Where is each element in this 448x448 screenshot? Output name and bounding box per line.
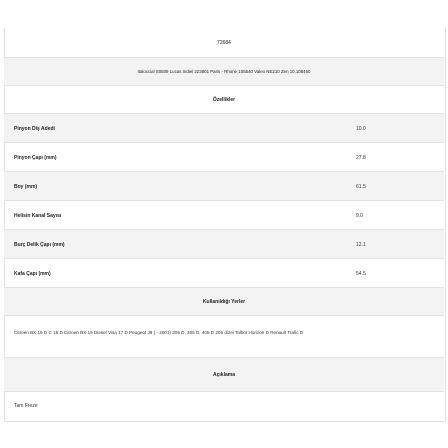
spec-label: Pinyon Çapı (mm) xyxy=(14,155,57,161)
specs-header: Özellikler xyxy=(212,97,236,103)
spec-label: Helisin Kanal Sayısı xyxy=(14,213,62,219)
spec-row xyxy=(4,230,444,259)
spec-value: 9.0 xyxy=(356,213,363,219)
description-text: Tam Freze xyxy=(14,403,38,409)
spec-row xyxy=(4,259,444,288)
usage-header: Kullanıldığı Yerler xyxy=(202,299,246,305)
product-code: 72684 xyxy=(217,40,231,46)
usage-text: Citroen BX 19 D C 15 D Citroen BX 19 Diesel Visa 17 D Peugeot J9 ( - 2001) 205 D, 305 D, 405 D 205 dizel Talbot Horizon D Renault Trafic D xyxy=(14,330,304,335)
spec-row xyxy=(4,114,444,143)
usage-header-row xyxy=(4,288,444,316)
spec-label: Kafa Çapı (mm) xyxy=(14,271,51,277)
spec-row xyxy=(4,201,444,230)
cross-reference-row xyxy=(4,58,444,86)
spec-value: 10.0 xyxy=(356,126,366,132)
spec-label: Boy (mm) xyxy=(14,184,38,190)
spec-row xyxy=(4,172,444,201)
spec-value: 54.5 xyxy=(356,271,366,277)
usage-row xyxy=(4,316,444,358)
description-header-row xyxy=(4,358,444,392)
cross-reference-text: Italoccial S0509 Lucas Indiel 223801 Paris - Rhone 105540 Valeo NE210 Zen 10.108460 xyxy=(137,69,311,74)
specs-header-row xyxy=(4,86,444,114)
spec-label: Burç Delik Çapı (mm) xyxy=(14,242,65,248)
spec-value: 27.8 xyxy=(356,155,366,161)
spec-value: 61.5 xyxy=(356,184,366,190)
spec-label: Pinyon Diş Adedi xyxy=(14,126,55,132)
product-code-row xyxy=(4,28,444,58)
description-header: Açıklama xyxy=(213,372,235,378)
description-row xyxy=(4,392,444,422)
spec-row xyxy=(4,143,444,172)
spec-value: 12.1 xyxy=(356,242,366,248)
